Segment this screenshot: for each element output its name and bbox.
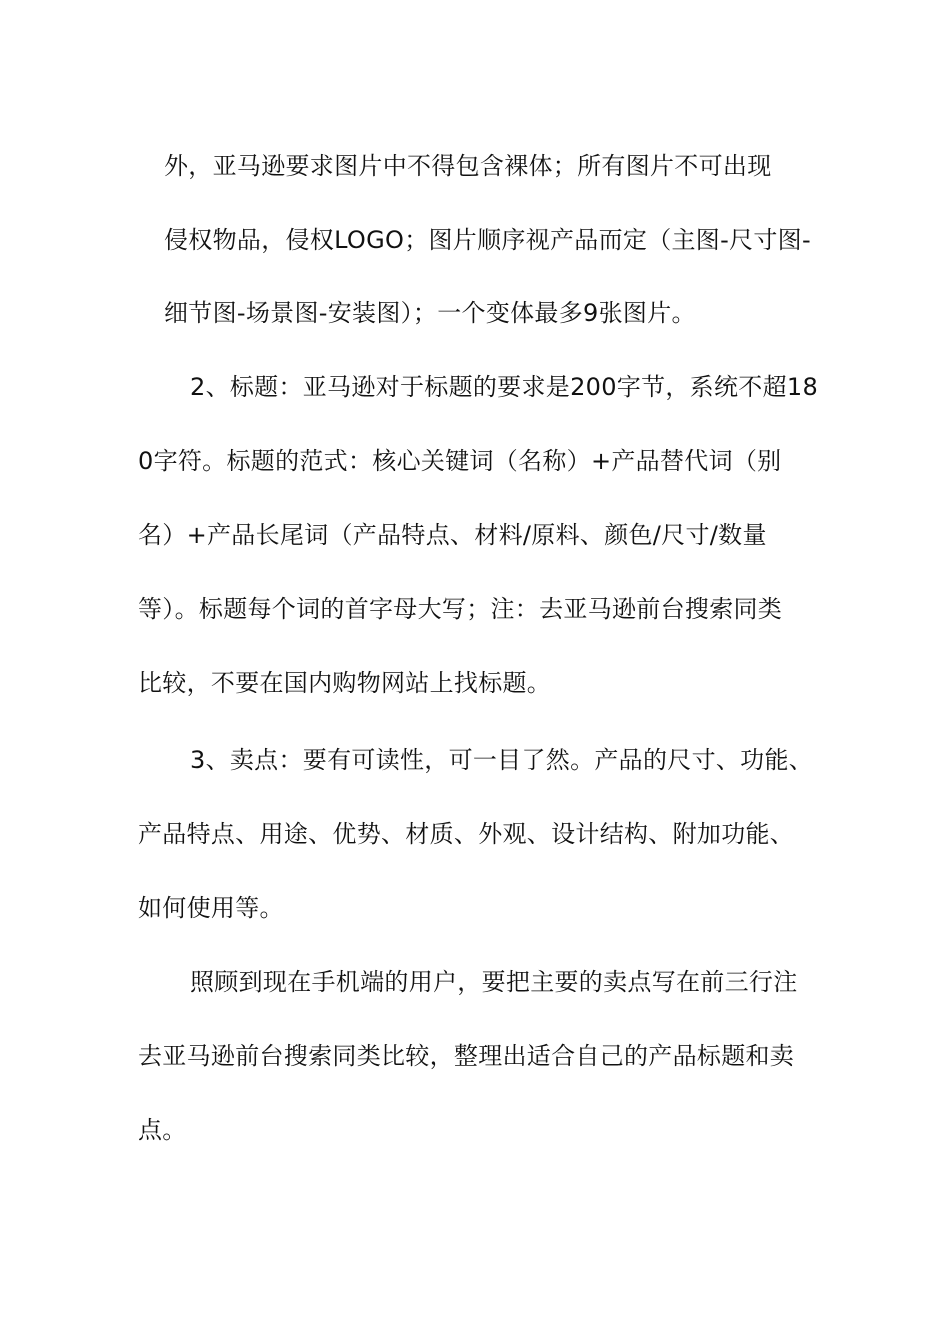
paragraph-line: 侵权物品，侵权LOGO；图片顺序视产品而定（主图-尺寸图- — [164, 226, 811, 254]
paragraph-line: 去亚马逊前台搜索同类比较，整理出适合自己的产品标题和卖 — [138, 1042, 795, 1070]
paragraph-line: 如何使用等。 — [138, 894, 284, 922]
title-section-line: 2、标题：亚马逊对于标题的要求是200字节，系统不超18 — [190, 373, 819, 401]
paragraph-line: 名）+产品长尾词（产品特点、材料/原料、颜色/尺寸/数量 — [138, 521, 767, 549]
paragraph-line: 产品特点、用途、优势、材质、外观、设计结构、附加功能、 — [138, 820, 795, 848]
paragraph-line: 点。 — [138, 1116, 187, 1144]
paragraph-line: 细节图-场景图-安装图）；一个变体最多9张图片。 — [164, 299, 696, 327]
paragraph-line: 等）。标题每个词的首字母大写；注：去亚马逊前台搜索同类 — [138, 595, 783, 623]
paragraph-line: 外，亚马逊要求图片中不得包含裸体；所有图片不可出现 — [164, 152, 772, 180]
paragraph-line: 照顾到现在手机端的用户，要把主要的卖点写在前三行注 — [190, 968, 798, 996]
selling-point-section-line: 3、卖点：要有可读性，可一目了然。产品的尺寸、功能、 — [190, 746, 814, 774]
paragraph-line: 0字符。标题的范式：核心关键词（名称）+产品替代词（别 — [138, 447, 782, 475]
paragraph-line: 比较，不要在国内购物网站上找标题。 — [138, 669, 552, 697]
